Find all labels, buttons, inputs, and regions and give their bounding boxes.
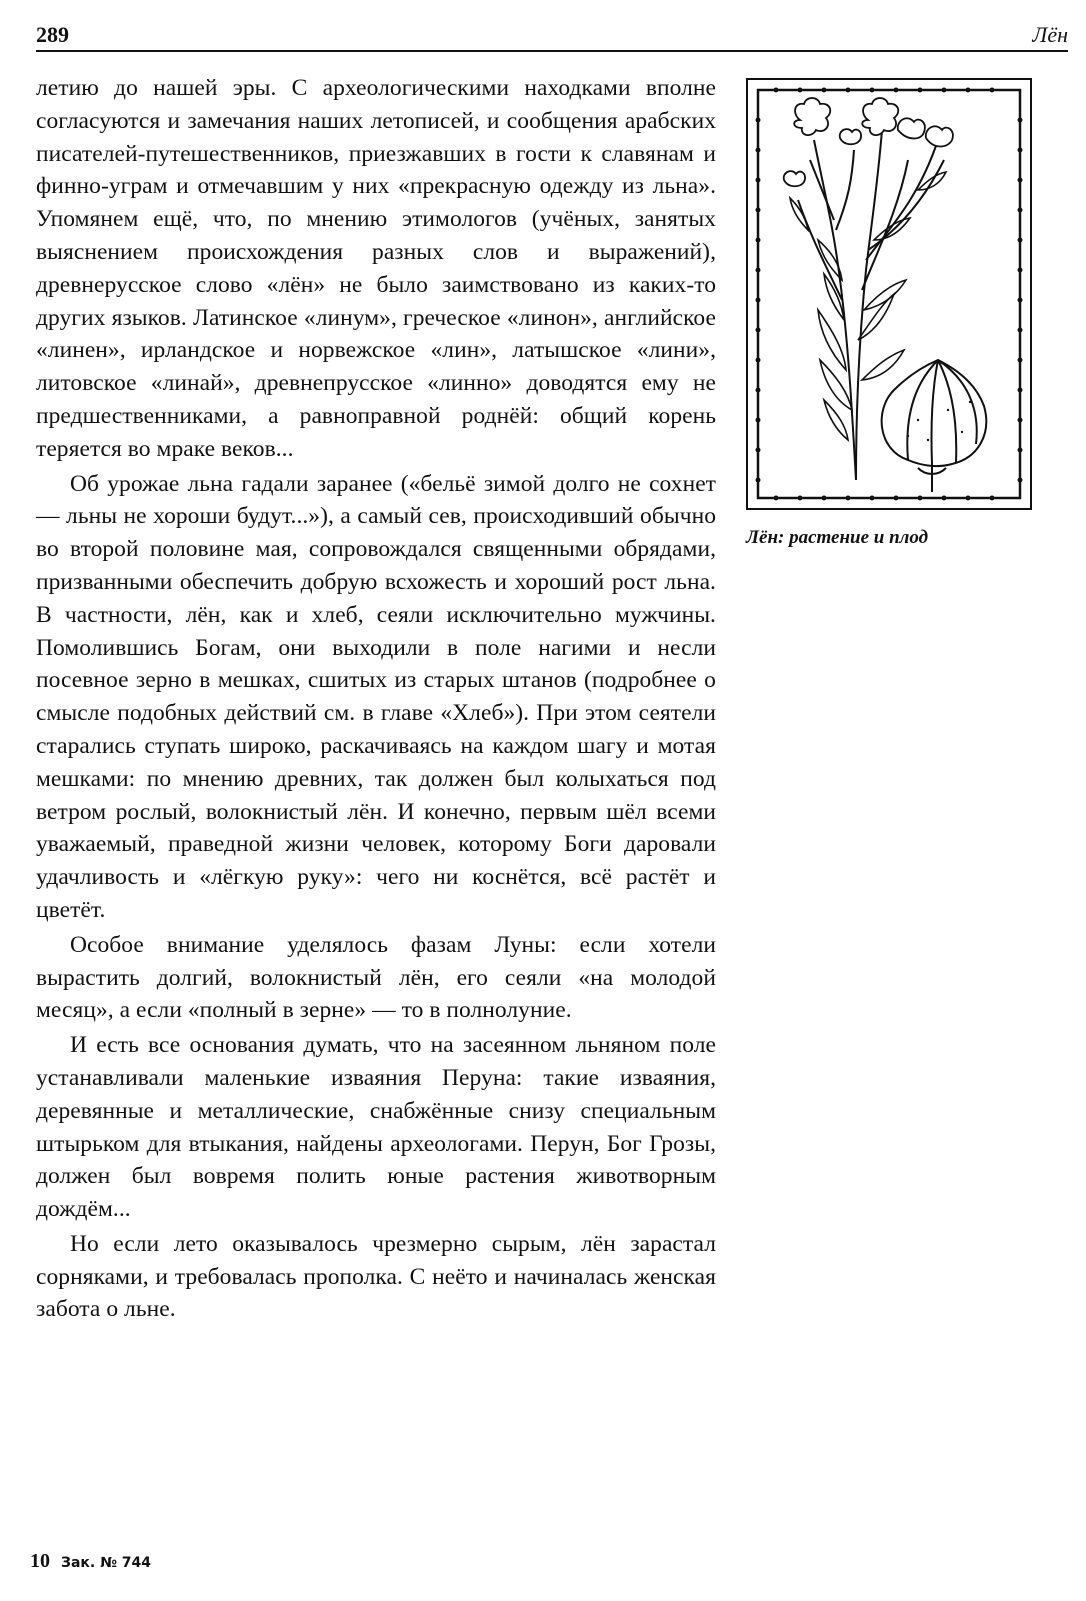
paragraph-3: Особое внимание уделялось фазам Луны: если хотели вырастить долгий, волокнистый лён, его сеяли «на молодой месяц», а если «полный в зерне» — то в полнолуние. xyxy=(36,931,716,1024)
header-divider xyxy=(36,50,1068,52)
signature-order: Зак. № 744 xyxy=(61,1555,152,1571)
page-number: 289 xyxy=(36,22,69,47)
printer-signature xyxy=(30,1550,151,1573)
flax-illustration-frame xyxy=(746,78,1032,510)
running-title: Лён xyxy=(1032,22,1068,47)
paragraph-1: летию до нашей эры. С археологическими находками вполне согласуются и замечания наших летописей, и сообщения арабских писателей-путешественников, приезжавших в гости к славянам и финно-уграм и отмечавшим у них «прекрасную одежду из льна». Упомянем ещё, что, по мнению этимологов (учёных, занятых выяснением происхождения разных слов и выражений), древнерусское слово «лён» не было заимствовано из каких-то других языков. Латинское «линум», греческое «линон», английское «линен», ирландское и норвежское «лин», латышское «лини», литовское «линай», древнепрусское «линно» доводятся ему не предшественниками, а равноправной роднёй: общий корень теряется во мраке веков... xyxy=(36,75,716,462)
paragraph-4: И есть все основания думать, что на засеянном льняном поле устанавливали маленькие изваяния Перуна: такие изваяния, деревянные и металлические, снабжённые снизу специальным штырьком для втыкания, найдены археологами. Перун, Бог Грозы, должен был вовремя полить юные растения животворным дождём... xyxy=(36,1032,716,1223)
main-text-column xyxy=(36,72,716,1328)
paragraph-2: Об урожае льна гадали заранее («бельё зимой долго не сохнет — льны не хороши будут...»), а самый сев, происходивший обычно во второй половине мая, сопровождался священными обрядами, призванными обеспечить добрую всхожесть и хороший рост льна. В частности, лён, как и хлеб, сеяли исключительно мужчины. Помолившись Богам, они выходили в поле нагими и несли посевное зерно в мешках, сшитых из старых штанов (подробнее о смысле подобных действий см. в главе «Хлеб»). При этом сеятели старались ступать широко, раскачиваясь на каждом шагу и мотая мешками: по мнению древних, так должен был колыхаться под ветром рослый, волокнистый лён. И конечно, первым шёл всеми уважаемый, праведной жизни человек, которому Боги даровали удачливость и «лёгкую руку»: чего ни коснётся, всё растёт и цветёт. xyxy=(36,470,716,923)
flax-plant-illustration xyxy=(748,80,1030,508)
paragraph-5: Но если лето оказывалось чрезмерно сырым, лён зарастал сорняками, и требовалась прополка. С неёто и начиналась женская забота о льне. xyxy=(36,1230,716,1323)
figure-caption: Лён: растение и плод xyxy=(746,527,929,548)
signature-number: 10 xyxy=(30,1550,50,1572)
